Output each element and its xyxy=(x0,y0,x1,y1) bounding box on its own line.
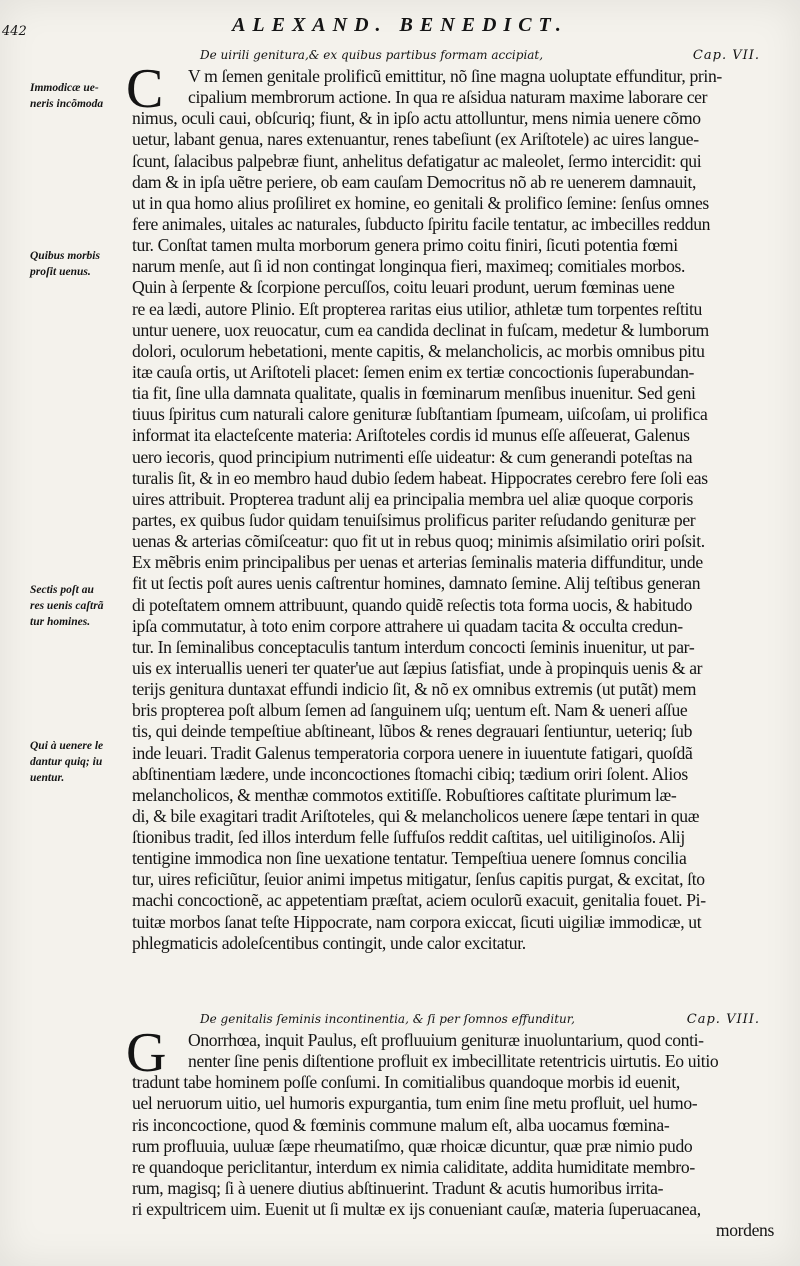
text-line: dolori, oculorum hebetationi, mente capitis, & melancholicis, ac morbis omnibus pitu xyxy=(132,340,705,361)
running-head: ALEXAND. BENEDICT. xyxy=(232,14,568,36)
margin-note-1: Immodicæ ue- neris incõmoda xyxy=(30,82,104,110)
text-line: di, & bile exagitari tradit Ariſtoteles, qui & melancholicos uenere ſæpe tentari in quæ xyxy=(132,805,700,826)
text-line: mordens xyxy=(715,1220,774,1241)
text-line: ſcunt, ſalacibus palpebræ fiunt, anhelitus defatigatur ac maleolet, ſermo intercidit: qui xyxy=(132,150,702,171)
margin-note-3: Sectis poſt au res uenis caſtrã tur homines. xyxy=(30,584,104,628)
text-line: tur. Conſtat tamen multa morborum genera primo coitu finiri, ſicuti potentia fœmi xyxy=(132,235,678,256)
text-line: Quin à ſerpente & ſcorpione percuſſos, coitu leuari produnt, uerum fœminas uene xyxy=(132,277,675,298)
text-line: uis ex interuallis ueneri ter quater'ue aut ſæpius ſatisfiat, unde à propinquis uenis & ar xyxy=(132,657,703,678)
text-line: informat ita elacteſcente materia: Ariſtoteles cordis id munus eſſe aſſeuerat, Galenus xyxy=(132,425,690,446)
text-line: nenter ſine penis diſtentione profluit ex imbecillitate retentricis uirtutis. Eo uitio xyxy=(188,1051,719,1072)
text-line: bris propterea poſt album ſemen ad ſanguinem uſq; uentum eſt. Nam & ueneri aſſue xyxy=(132,700,688,721)
chapter-7-heading xyxy=(200,48,760,62)
text-line: narum menſe, aut ſi id non contingat longinqua fieri, maximeq; comitiales morbos. xyxy=(132,256,686,277)
chapter-8-body xyxy=(126,1022,774,1241)
chapter-8-dropcap: G xyxy=(126,1022,167,1084)
text-line: tia fit, ſine ulla damnata qualitate, qualis in fœminarum menſibus inuenitur. Sed geni xyxy=(132,383,696,404)
text-line: tiuus ſpiritus cum naturali calore genituræ ſubſtantiam ſpumeam, uiſcoſam, ui prolifica xyxy=(132,404,708,425)
text-line: rum profluuia, uuluæ ſæpe rheumatiſmo, quæ rhoicæ dicuntur, quæ præ nimio pudo xyxy=(132,1135,693,1156)
text-line: cipalium membrorum actione. In qua re aſsidua naturam maxime laborare cer xyxy=(188,87,708,108)
text-line: re ea lædi, autore Plinio. Eſt propterea raritas eius utilior, athletæ tum torpentes reſtitu xyxy=(132,298,703,319)
chapter-7-body xyxy=(126,58,774,954)
chapter-8-lines xyxy=(132,1030,774,1241)
text-line: tradunt tabe hominem poſſe conſumi. In comitialibus quandoque morbis id euenit, xyxy=(132,1072,680,1093)
chapter-7-number: Cap. VII. xyxy=(692,48,760,63)
text-line: uetur, labant genua, nares extenuantur, renes tabeſiunt (ex Ariſtotele) ac uires langue- xyxy=(132,129,699,150)
text-line: ſtionibus tradit, ſed illos interdum felle ſuffuſos reddit caſtitas, uel uitiliginoſos. Alij xyxy=(132,827,685,848)
text-line: terijs genitura duntaxat effundi indicio ſit, & nõ ex omnibus extremis (ut putãt) mem xyxy=(132,679,697,700)
page-number: 442 xyxy=(2,24,27,39)
text-line: Onorrhœa, inquit Paulus, eſt profluuium genituræ inuoluntarium, quod conti- xyxy=(188,1030,704,1050)
chapter-7-title: De uirili genitura,& ex quibus partibus formam accipiat, xyxy=(200,48,544,62)
text-line: di poteſtatem omnem attribuunt, quando quidẽ reſectis tota forma uocis, & habitudo xyxy=(132,594,693,615)
text-line: abſtinentiam lædere, unde inconcoctiones ſtomachi cibiq; tædium oriri ſolent. Alios xyxy=(132,763,688,784)
text-line: tis, qui deinde tempeſtiue abſtineant, lũbos & renes degrauari ſentiuntur, ueteriq; ſub xyxy=(132,721,693,742)
text-line: ut in qua homo alius proſiliret ex homine, eo genitali & prolifico ſemine: ſenſus omnes xyxy=(132,192,709,213)
text-line: uires attribuit. Propterea tradunt alij ea principalia membra uel aliæ quoque corporis xyxy=(132,488,694,509)
text-line: ri expultricem uim. Euenit ut ſi multæ ex ijs conueniant cauſæ, materia ſuperuacanea, xyxy=(132,1199,701,1220)
text-line: tuitæ morbos ſanat teſte Hippocrate, nam corpora exiccat, ſicuti uigiliæ immodicæ, ut xyxy=(132,911,702,932)
text-line: Ex mẽbris enim principalibus per uenas et arterias ſeminalis materia diffunditur, unde xyxy=(132,552,703,573)
chapter-8-heading xyxy=(200,1012,760,1026)
text-line: turalis ſit, & in eo membro haud dubio ſedem habeat. Hippocrates cerebro fere ſoli eas xyxy=(132,467,708,488)
text-line: fit ut ſectis poſt aures uenis caſtrentur homines, damnato ſemine. Alij teſtibus generan xyxy=(132,573,701,594)
text-line: uero iecoris, quod principium nutrimenti eſſe uideatur: & cum generandi poteſtas na xyxy=(132,446,693,467)
text-line: fere animales, uitales ac naturales, ſubducto ſpiritu facile tentatur, ac imbecilles reddun xyxy=(132,213,711,234)
margin-note-2: Quibus morbis proſit uenus. xyxy=(30,250,100,278)
chapter-7-lines xyxy=(132,66,774,954)
text-line: melancholicos, & menthæ commotos extitiſſe. Robuſtiores caſtitate plurimum læ- xyxy=(132,784,677,805)
text-line: uenas & arterias cõmiſceatur: quo fit ut in rebus quoq; minimis aſsimilatio oriri poſsit. xyxy=(132,531,705,552)
margin-note-4: Qui à uenere le dantur quiq; iu uentur. xyxy=(30,740,104,784)
text-line: tentigine immodica non ſine uexatione tentatur. Tempeſtiua uenere ſomnus concilia xyxy=(132,848,687,869)
text-line: tur. In ſeminalibus conceptaculis tantum interdum concocti ſeminis inuenitur, ut par- xyxy=(132,636,695,657)
text-line: itæ cauſa ortis, ut Ariſtoteli placet: ſemen enim ex tertiæ concoctionis ſuperabundan- xyxy=(132,361,695,382)
text-line: uel neruorum uitio, uel humoris expurgantia, tum enim ſine metu profluit, uel humo- xyxy=(132,1093,698,1114)
text-line: ris inconcoctione, quod & fœminis commune malum eſt, alba uocamus fœmina- xyxy=(132,1114,670,1135)
text-line: nimus, oculi caui, obſcuriq; fiunt, & in ipſo actu attolluntur, mens nimia uenere cõmo xyxy=(132,108,701,129)
text-line: re quandoque periclitantur, interdum ex nimia caliditate, addita humiditate membro- xyxy=(132,1156,695,1177)
text-line: ipſa commutatur, à toto enim corpore attrahere ui quadam tacita & occulta credun- xyxy=(132,615,683,636)
text-line: rum, magisq; ſi à uenere diutius abſtinuerint. Tradunt & acutis humoribus irrita- xyxy=(132,1177,664,1198)
chapter-8-number: Cap. VIII. xyxy=(686,1012,760,1027)
text-line: inde leuari. Tradit Galenus temperatoria corpora uenere in iuuentute fatigari, quoſdã xyxy=(132,742,693,763)
text-line: dam & in ipſa uẽtre periere, ob eam cauſam Democritus nõ ab re uenerem damnauit, xyxy=(132,171,697,192)
chapter-7-dropcap: C xyxy=(126,58,164,120)
text-line: machi concoctionẽ, ac appetentiam præſtat, aciem oculorũ exacuit, genitalia fouet. Pi- xyxy=(132,890,706,911)
text-line: phlegmaticis adoleſcentibus contingit, unde calor excitatur. xyxy=(132,932,526,953)
chapter-8-title: De genitalis ſeminis incontinentia, & ſi per ſomnos effunditur, xyxy=(200,1012,575,1026)
text-line: tur, uires reficiũtur, ſeuior animi impetus mitigatur, ſenſus capitis purgat, & excitat, ſto xyxy=(132,869,705,890)
text-line: untur uenere, uox reuocatur, cum ea candida declinat in fuſcam, medetur & lumborum xyxy=(132,319,709,340)
text-line: partes, ex quibus ſudor quidam tenuiſsimus prolificus pariter reſudando genituræ per xyxy=(132,509,696,530)
text-line: V m ſemen genitale prolificũ emittitur, nõ ſine magna uoluptate effunditur, prin- xyxy=(188,66,722,86)
